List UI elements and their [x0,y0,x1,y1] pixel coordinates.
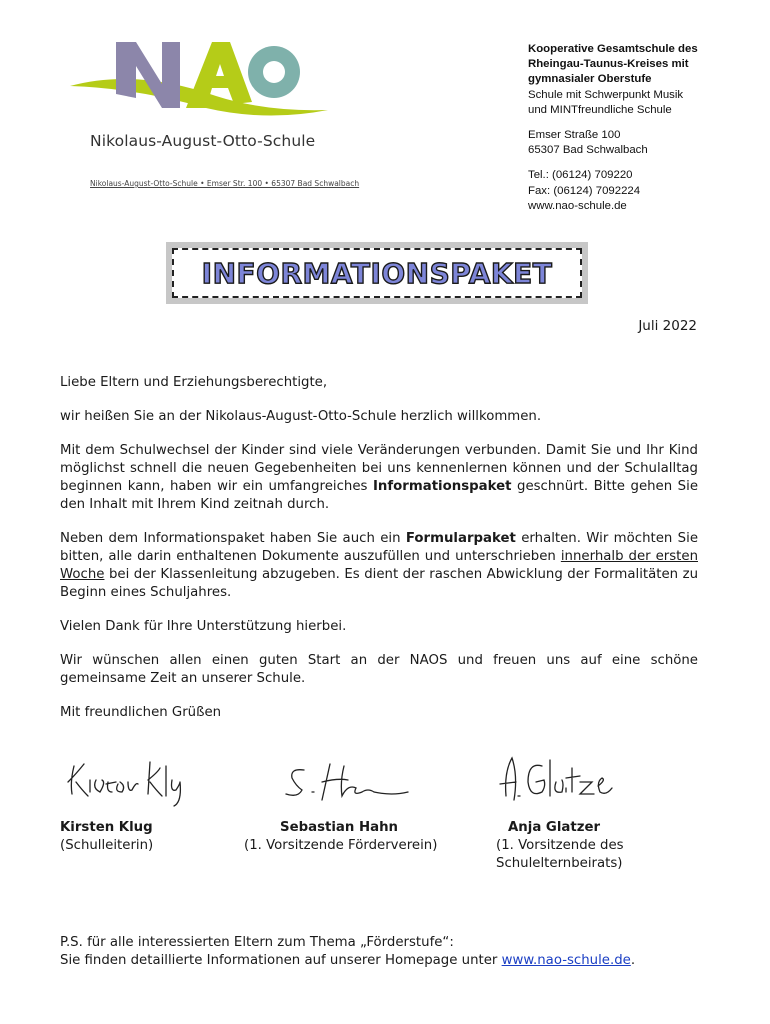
text: geschnürt. Bitte gehen Sie den Inhalt mit Ihrem Kind zeitnah durch. [60,479,698,512]
signature-sebastian-hahn [282,758,412,806]
bold-informationspaket: Informationspaket [372,479,512,494]
contact-city: 65307 Bad Schwalbach [528,144,648,157]
signer-role: (1. Vorsitzende des [496,838,624,853]
text: . [630,953,636,968]
letter-date: Juli 2022 [638,318,697,334]
title-banner-frame [172,248,582,298]
text: Mit dem Schulwechsel der Kinder sind viele Veränderungen verbunden. Damit Sie und Ihr Kind möglichst schnell die neuen Gegebenheiten bei uns kennenlernen können und der Schulalltag beginnen kann, haben wir ein umfangreiches [60,443,698,494]
contact-line: und MINTfreundliche Schule [528,103,672,116]
paragraph-formularpaket [60,530,698,602]
letter-body [60,374,698,738]
contact-block [528,42,698,214]
postscript-line: P.S. für alle interessierten Eltern zum Thema „Förderstufe“: [60,935,454,950]
school-name: Nikolaus-August-Otto-Schule [90,132,316,150]
contact-street: Emser Straße 100 [528,129,621,142]
bold-formularpaket: Formularpaket [405,531,516,546]
text: Neben dem Informationspaket haben Sie auch ein [60,531,406,546]
homepage-link[interactable]: www.nao-schule.de [501,953,631,968]
welcome-paragraph: wir heißen Sie an der Nikolaus-August-Otto-Schule herzlich willkommen. [60,409,542,424]
banner-title: INFORMATIONSPAKET [201,256,553,290]
contact-web: www.nao-schule.de [528,199,627,212]
contact-line: Schule mit Schwerpunkt Musik [528,88,684,101]
school-logo [66,38,336,118]
salutation: Liebe Eltern und Erziehungsberechtigte, [60,375,328,390]
text: Sie finden detaillierte Informationen auf unserer Homepage unter [60,953,502,968]
signature-anja-glatzer [492,752,622,808]
contact-fax: Fax: (06124) 7092224 [528,184,641,197]
signature-kirsten-klug [62,752,192,810]
closing: Mit freundlichen Grüßen [60,705,222,720]
paragraph-informationspaket [60,442,698,514]
contact-line: gymnasialer Oberstufe [528,73,652,86]
contact-line: Rheingau-Taunus-Kreises mit [528,58,689,71]
signer-name: Kirsten Klug [60,820,153,835]
title-banner [166,242,588,304]
contact-tel: Tel.: (06124) 709220 [528,169,633,182]
postscript-line [60,952,635,970]
text: bei der Klassenleitung abzugeben. Es dient der raschen Abwicklung der Formalitäten zu Beginn eines Schuljahres. [60,567,698,600]
contact-line: Kooperative Gesamtschule des [528,43,698,55]
wish-paragraph: Wir wünschen allen einen guten Start an der NAOS und freuen uns auf eine schöne gemeinsame Zeit an unserer Schule. [60,653,698,686]
return-address: Nikolaus-August-Otto-Schule • Emser Str. 100 • 65307 Bad Schwalbach [90,179,360,188]
signer-role: (1. Vorsitzende Förderverein) [244,838,438,853]
signer-role: Schulelternbeirats) [496,856,623,871]
text: erhalten. Wir möchten Sie bitten, alle darin enthaltenen Dokumente auszufüllen und unterschrieben [60,531,698,564]
thanks-paragraph: Vielen Dank für Ihre Unterstützung hierbei. [60,619,347,634]
signer-role: (Schulleiterin) [60,838,154,853]
signer-name: Sebastian Hahn [280,820,399,835]
postscript [60,934,635,970]
underlined-deadline: innerhalb der ersten Woche [60,549,698,582]
signer-name: Anja Glatzer [508,820,601,835]
